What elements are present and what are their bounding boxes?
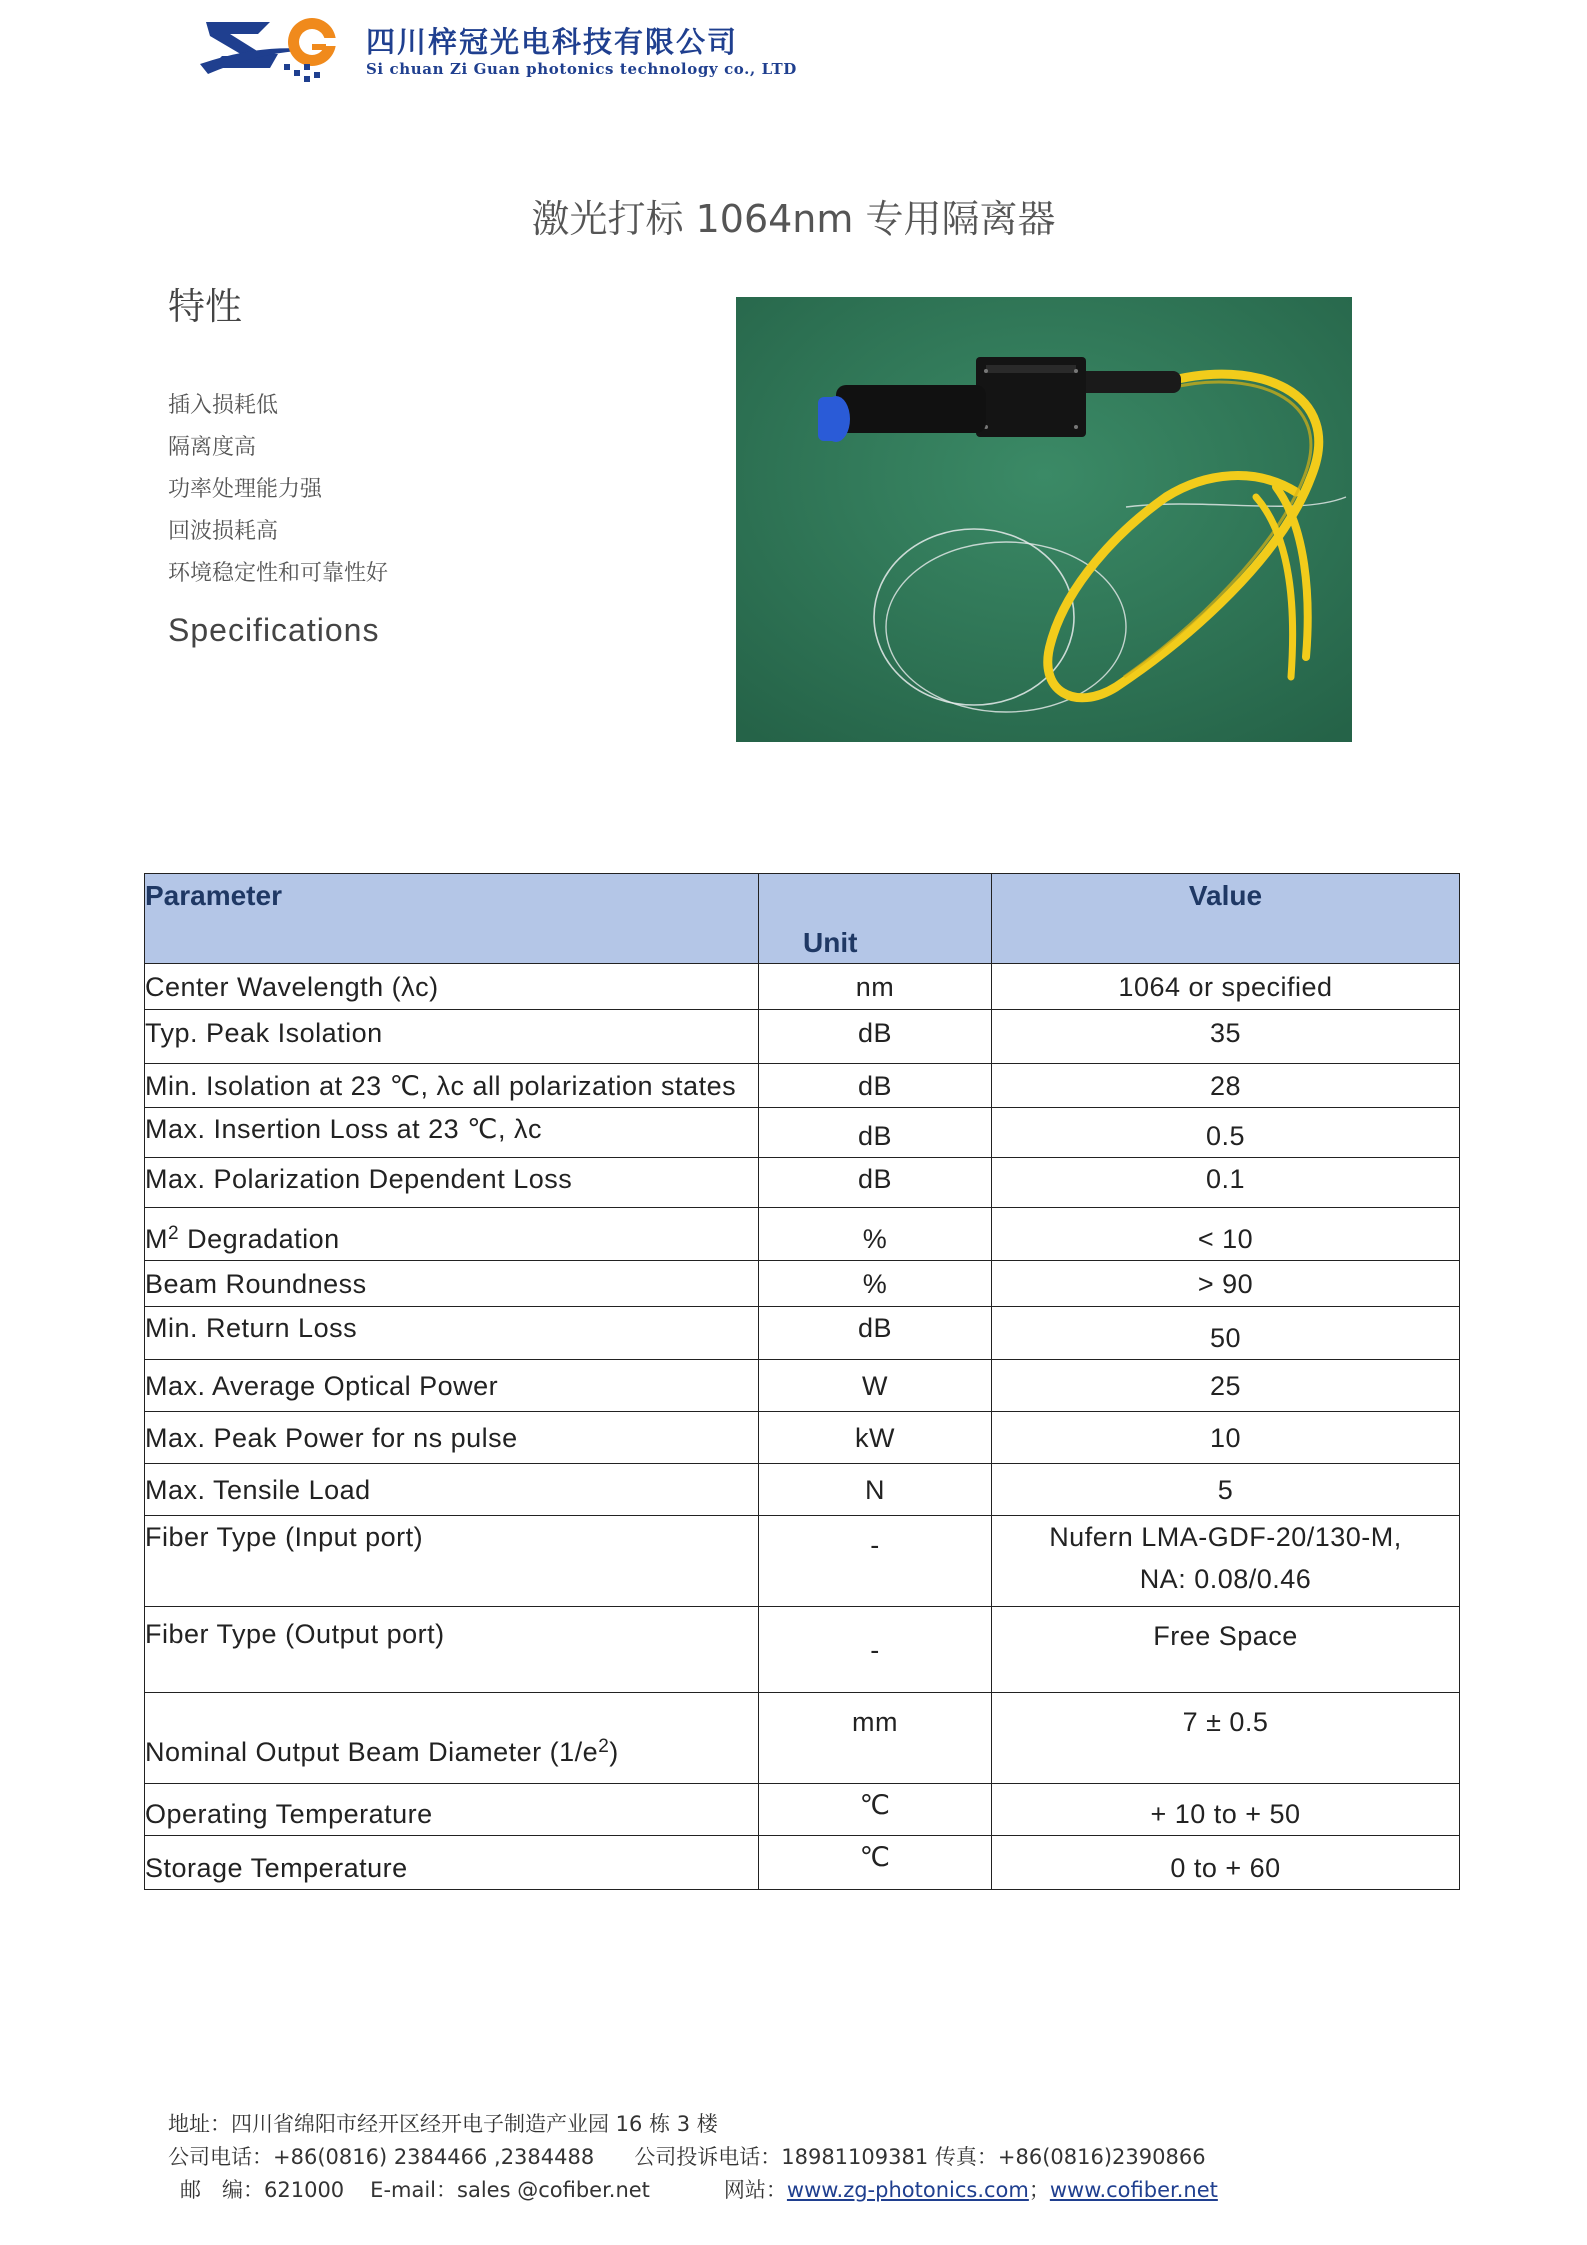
table-row [145, 1360, 1460, 1412]
footer-phone-row [168, 2141, 1218, 2174]
feature-item: 插入损耗低 [168, 393, 279, 418]
table-row [145, 1010, 1460, 1064]
footer-address: 地址：四川省绵阳市经开区经开电子制造产业园 16 栋 3 楼 [168, 2112, 718, 2136]
parameter-cell: Min. Return Loss [145, 1307, 759, 1360]
table-row [145, 1064, 1460, 1108]
table-row [145, 1158, 1460, 1208]
website-link[interactable]: www.zg-photonics.com [786, 2178, 1029, 2202]
document-title: 激光打标 1064nm 专用隔离器 [531, 197, 1056, 241]
specifications-heading: Specifications [168, 612, 380, 648]
footer-website-separator: ； [1028, 2178, 1050, 2202]
column-header-value: Value [992, 874, 1460, 964]
parameter-text: Degradation [179, 1224, 340, 1254]
parameter-cell: Storage Temperature [145, 1836, 759, 1890]
parameter-text: ) [609, 1737, 619, 1767]
unit-cell: ℃ [759, 1784, 992, 1836]
footer-contact-row [168, 2174, 1218, 2207]
value-cell: 50 [992, 1307, 1460, 1360]
value-line: NA: 0.08/0.46 [1139, 1564, 1312, 1594]
parameter-cell: Max. Average Optical Power [145, 1360, 759, 1412]
column-header-parameter: Parameter [145, 874, 759, 964]
table-row [145, 1208, 1460, 1261]
value-line: Nufern LMA-GDF-20/130-M, [1049, 1522, 1402, 1552]
parameter-cell: Max. Polarization Dependent Loss [145, 1158, 759, 1208]
value-cell: + 10 to + 50 [992, 1784, 1460, 1836]
parameter-cell: Min. Isolation at 23 ℃, λc all polarization states [145, 1064, 759, 1108]
value-cell: 0.1 [992, 1158, 1460, 1208]
unit-cell: W [759, 1360, 992, 1412]
parameter-cell: Max. Insertion Loss at 23 ℃, λc [145, 1108, 759, 1158]
unit-cell: nm [759, 964, 992, 1010]
value-cell: 35 [992, 1010, 1460, 1064]
website-link-secondary[interactable]: www.cofiber.net [1049, 2178, 1218, 2202]
table-row [145, 1516, 1460, 1607]
unit-cell: dB [759, 1307, 992, 1360]
table-header-row [145, 874, 1460, 964]
unit-cell: dB [759, 1158, 992, 1208]
footer-phone: 公司电话：+86(0816) 2384466 ,2384488 [168, 2145, 595, 2169]
superscript: 2 [168, 1223, 180, 1244]
feature-item: 功率处理能力强 [168, 477, 323, 502]
value-cell: > 90 [992, 1261, 1460, 1307]
table-row [145, 1836, 1460, 1890]
value-cell: 1064 or specified [992, 964, 1460, 1010]
parameter-text: M [145, 1224, 168, 1254]
feature-item: 环境稳定性和可靠性好 [168, 561, 389, 586]
parameter-cell: Typ. Peak Isolation [145, 1010, 759, 1064]
parameter-cell: Max. Tensile Load [145, 1464, 759, 1516]
company-logo [200, 14, 850, 86]
value-cell: 25 [992, 1360, 1460, 1412]
parameter-cell: Beam Roundness [145, 1261, 759, 1307]
parameter-cell [145, 1693, 759, 1784]
unit-cell: dB [759, 1064, 992, 1108]
parameter-cell: Center Wavelength (λc) [145, 964, 759, 1010]
unit-cell: N [759, 1464, 992, 1516]
parameter-text: Nominal Output Beam Diameter (1/e [145, 1737, 599, 1767]
footer-complaint-phone: 公司投诉电话：18981109381 传真：+86(0816)2390866 [634, 2145, 1206, 2169]
feature-item: 隔离度高 [168, 435, 257, 460]
unit-cell: - [759, 1516, 992, 1607]
column-header-unit: Unit [759, 874, 992, 964]
value-cell: 10 [992, 1412, 1460, 1464]
page-footer [168, 2108, 1218, 2207]
product-photo [736, 297, 1352, 742]
table-row [145, 1784, 1460, 1836]
value-cell: < 10 [992, 1208, 1460, 1261]
table-row [145, 1261, 1460, 1307]
company-name-en: Si chuan Zi Guan photonics technology co., LTD [366, 60, 797, 78]
unit-cell: % [759, 1261, 992, 1307]
value-cell: 7 ± 0.5 [992, 1693, 1460, 1784]
footer-website-label: 网站： [723, 2178, 787, 2202]
value-cell [992, 1516, 1460, 1607]
value-cell: 0.5 [992, 1108, 1460, 1158]
footer-address-row [168, 2108, 1218, 2141]
zg-logo-icon [200, 14, 360, 86]
superscript: 2 [598, 1736, 610, 1757]
value-cell: 28 [992, 1064, 1460, 1108]
unit-cell: kW [759, 1412, 992, 1464]
unit-cell: mm [759, 1693, 992, 1784]
parameter-cell: Fiber Type (Output port) [145, 1607, 759, 1693]
table-row [145, 1307, 1460, 1360]
unit-cell: dB [759, 1108, 992, 1158]
unit-cell: ℃ [759, 1836, 992, 1890]
value-cell: 0 to + 60 [992, 1836, 1460, 1890]
features-list [168, 385, 388, 595]
table-row [145, 1108, 1460, 1158]
parameter-cell: Max. Peak Power for ns pulse [145, 1412, 759, 1464]
footer-postcode: 邮 编：621000 [180, 2178, 345, 2202]
specifications-table [144, 873, 1460, 1890]
feature-item: 回波损耗高 [168, 519, 279, 544]
features-heading: 特性 [168, 285, 242, 328]
parameter-cell: Fiber Type (Input port) [145, 1516, 759, 1607]
unit-cell: dB [759, 1010, 992, 1064]
unit-cell: % [759, 1208, 992, 1261]
value-cell: Free Space [992, 1607, 1460, 1693]
table-row [145, 1412, 1460, 1464]
company-name-cn: 四川梓冠光电科技有限公司 [366, 25, 739, 59]
unit-cell: - [759, 1607, 992, 1693]
value-cell: 5 [992, 1464, 1460, 1516]
footer-email: E-mail：sales @cofiber.net [370, 2178, 650, 2202]
parameter-cell: Operating Temperature [145, 1784, 759, 1836]
table-row [145, 964, 1460, 1010]
table-row [145, 1464, 1460, 1516]
table-row [145, 1693, 1460, 1784]
table-row [145, 1607, 1460, 1693]
parameter-cell [145, 1208, 759, 1261]
